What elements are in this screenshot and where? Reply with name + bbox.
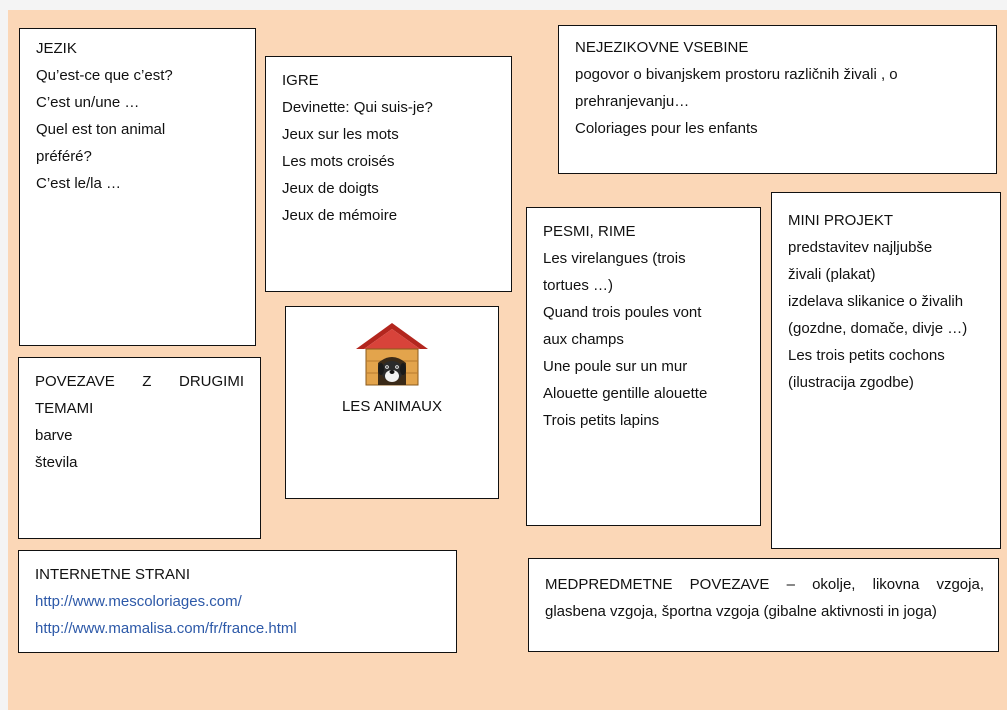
central-topic-box [285,306,499,499]
website-link[interactable]: http://www.mescoloriages.com/ [35,593,242,610]
mini-projekt-line: (ilustracija zgodbe) [788,374,914,391]
medpredmetne-box [528,558,999,652]
igre-line: Devinette: Qui suis-je? [282,99,433,116]
igre-title: IGRE [282,72,319,89]
igre-line: Jeux de mémoire [282,207,398,224]
internetne-title: INTERNETNE STRANI [35,566,191,583]
internetne-box [18,550,457,653]
nejezikovne-line: prehranjevanju… [575,93,690,110]
mini-projekt-line: (gozdne, domače, divje …) [788,320,968,337]
povezave-line: števila [35,454,78,471]
pesmi-line: Trois petits lapins [543,412,660,429]
nejezikovne-line: Coloriages pour les enfants [575,120,758,137]
mini-projekt-line: izdelava slikanice o živalih [788,293,964,310]
jezik-line: préféré? [36,148,92,165]
mini-projekt-line: Les trois petits cochons [788,347,945,364]
dog-house-icon [352,319,432,389]
povezave-line: barve [35,427,73,444]
mind-map-canvas [8,10,1007,710]
jezik-line: Quel est ton animal [36,121,166,138]
central-topic-label: LES ANIMAUX [341,398,443,415]
pesmi-title: PESMI, RIME [543,223,636,240]
jezik-line: C’est le/la … [36,175,122,192]
jezik-line: C’est un/une … [36,94,140,111]
pesmi-line: Alouette gentille alouette [543,385,708,402]
igre-box [265,56,512,292]
mini-projekt-line: živali (plakat) [788,266,876,283]
jezik-title: JEZIK [36,40,77,57]
mini-projekt-line: predstavitev najljubše [788,239,933,256]
pesmi-line: aux champs [543,331,624,348]
nejezikovne-box [558,25,997,174]
mini-projekt-box [771,192,1001,549]
jezik-line: Qu’est-ce que c’est? [36,67,173,84]
website-link[interactable]: http://www.mamalisa.com/fr/france.html [35,620,297,637]
igre-line: Jeux de doigts [282,180,379,197]
pesmi-line: Quand trois poules vont [543,304,702,321]
pesmi-line: Une poule sur un mur [543,358,688,375]
povezave-title-cont: TEMAMI [35,400,94,417]
medpredmetne-text: MEDPREDMETNE POVEZAVE – okolje, likovna vzgoja, glasbena vzgoja, športna vzgoja (gibalne aktivnosti in joga) [545,576,984,620]
nejezikovne-title: NEJEZIKOVNE VSEBINE [575,39,749,56]
pesmi-line: Les virelangues (trois [543,250,686,267]
mini-projekt-title: MINI PROJEKT [788,212,894,229]
pesmi-line: tortues …) [543,277,614,294]
nejezikovne-line: pogovor o bivanjskem prostoru različnih živali , o [575,66,898,83]
igre-line: Les mots croisés [282,153,395,170]
povezave-box [18,357,261,539]
pesmi-box [526,207,761,526]
igre-line: Jeux sur les mots [282,126,399,143]
jezik-box [19,28,256,346]
povezave-title: POVEZAVE Z DRUGIMI [35,373,244,390]
